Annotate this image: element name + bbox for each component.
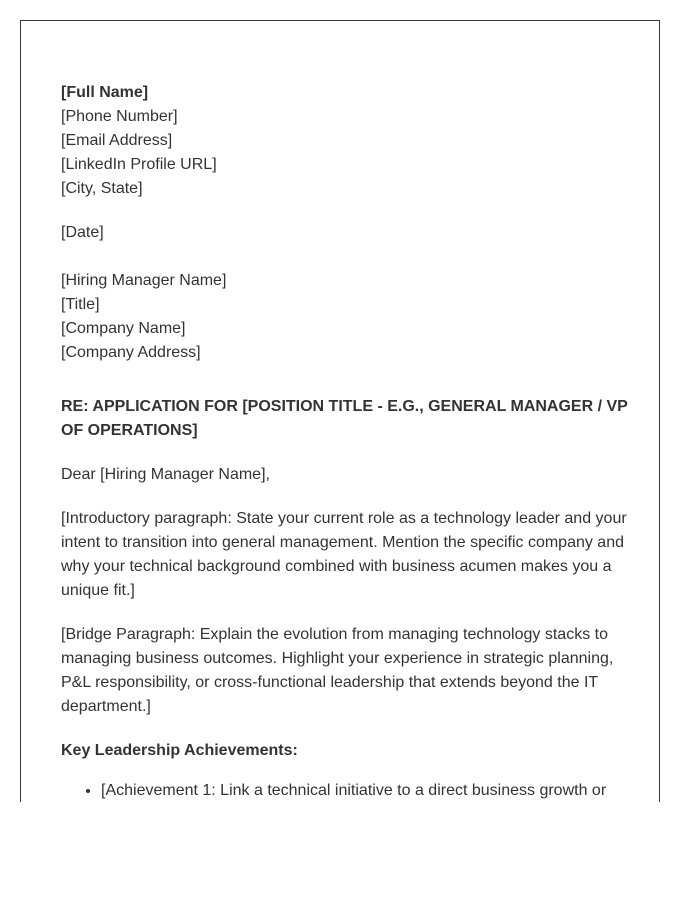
- cover-letter: [61, 81, 633, 802]
- recipient-address: [Company Address]: [61, 344, 201, 361]
- achievements-heading: Key Leadership Achievements:: [61, 742, 298, 759]
- recipient-company: [Company Name]: [61, 320, 186, 337]
- bridge-paragraph: [Bridge Paragraph: Explain the evolution from managing technology stacks to managing business outcomes. Highlight your experience in strategic planning, P&L responsibility, or cross-functional leadership that extends beyond the IT department.]: [61, 626, 614, 715]
- document-page: [20, 20, 660, 802]
- recipient-title: [Title]: [61, 296, 100, 313]
- achievements-list: [61, 779, 633, 802]
- achievement-item: • [Achievement 1: Link a technical initiative to a direct business growth or: [101, 779, 633, 802]
- intro-paragraph: [Introductory paragraph: State your current role as a technology leader and your intent to transition into general management. Mention the specific company and why your technical background combined with business acumen makes you a unique fit.]: [61, 510, 627, 599]
- sender-full-name: [Full Name]: [61, 84, 149, 101]
- letter-date: [Date]: [61, 224, 104, 241]
- salutation: Dear [Hiring Manager Name],: [61, 466, 270, 483]
- sender-phone: [Phone Number]: [61, 108, 178, 125]
- sender-linkedin: [LinkedIn Profile URL]: [61, 156, 217, 173]
- recipient-block: [61, 269, 633, 365]
- recipient-name: [Hiring Manager Name]: [61, 272, 227, 289]
- sender-block: [61, 81, 633, 201]
- sender-email: [Email Address]: [61, 132, 173, 149]
- sender-city-state: [City, State]: [61, 180, 143, 197]
- subject-line: RE: APPLICATION FOR [POSITION TITLE - E.G., GENERAL MANAGER / VP OF OPERATIONS]: [61, 398, 628, 439]
